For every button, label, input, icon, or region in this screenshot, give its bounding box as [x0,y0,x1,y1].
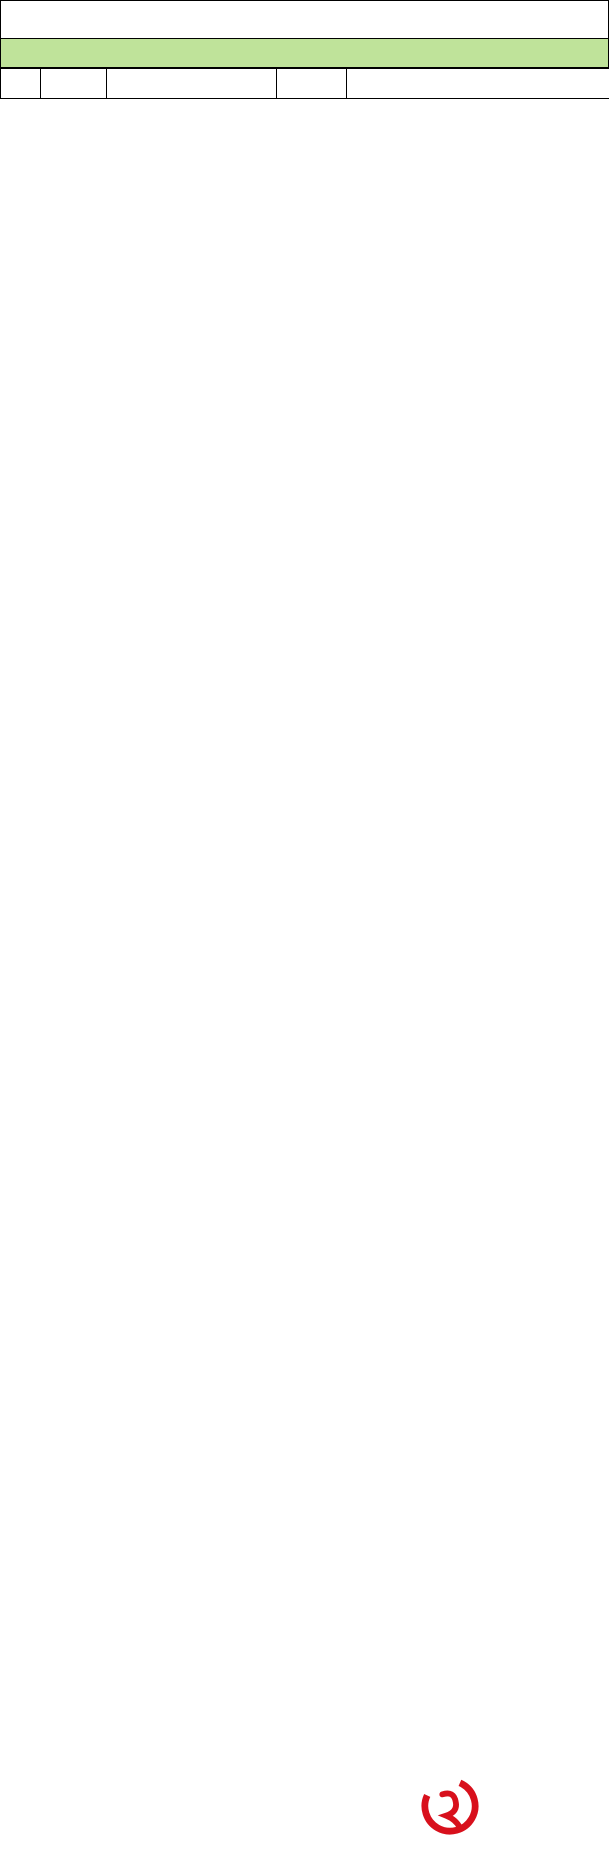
program-table [0,68,609,99]
page-title [0,0,609,38]
header-type [41,69,107,99]
venue-time-bar [0,38,609,68]
watermark-logo [421,1770,599,1852]
header-index [1,69,41,99]
spreadsheet [0,0,609,99]
header-players [347,69,609,99]
header-program [107,69,277,99]
header-count [277,69,347,99]
logo-icon [421,1776,479,1836]
table-header-row [1,69,609,99]
